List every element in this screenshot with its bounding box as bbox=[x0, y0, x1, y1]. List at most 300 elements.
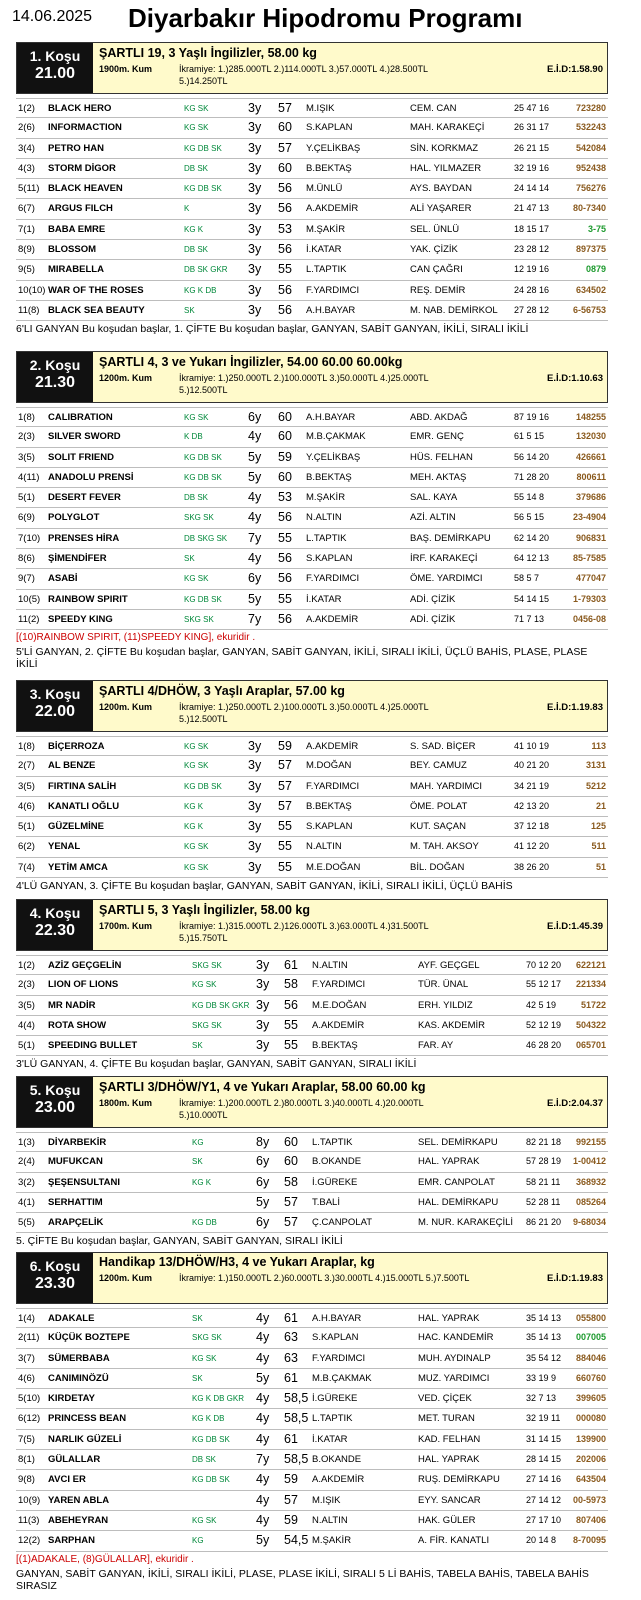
equipment-info: SKG SK bbox=[192, 1333, 222, 1343]
race-number: 4. Koşu bbox=[29, 905, 81, 921]
race-prize: İkramiye: 1.)250.000TL 2.)100.000TL 3.)50.000TL 4.)25.000TL 5.)12.500TL bbox=[179, 373, 429, 395]
equipment-info: KG bbox=[192, 1138, 204, 1147]
runner-row bbox=[16, 220, 608, 240]
horse-name: AZİZ GEÇGELİN bbox=[48, 960, 122, 971]
runner-stats: 42 5 19 bbox=[526, 999, 557, 1010]
horse-name: ROTA SHOW bbox=[48, 1019, 107, 1031]
trainer-name: FAR. AY bbox=[418, 1040, 454, 1052]
runner-row bbox=[16, 468, 608, 488]
runner-stats: 58 21 11 bbox=[526, 1176, 561, 1187]
horse-name: ADAKALE bbox=[48, 1313, 95, 1324]
horse-age: 3y bbox=[248, 101, 262, 115]
runner-stats: 35 54 12 bbox=[526, 1352, 562, 1363]
recent-form: 634502 bbox=[575, 284, 606, 295]
race-number: 5. Koşu bbox=[29, 1082, 81, 1098]
recent-form: 085264 bbox=[575, 1196, 606, 1207]
recent-form: 1-79303 bbox=[572, 593, 606, 604]
runner-row bbox=[16, 1430, 608, 1450]
jockey-name: N.ALTIN bbox=[306, 841, 342, 853]
runner-row bbox=[16, 529, 608, 549]
equipment-info: SKG SK bbox=[184, 614, 214, 624]
runner-stats: 57 28 19 bbox=[526, 1156, 562, 1167]
jockey-name: İ.KATAR bbox=[306, 244, 342, 256]
equipment-info: KG DB SK bbox=[184, 184, 222, 194]
jockey-name: A.AKDEMİR bbox=[306, 741, 359, 752]
horse-name: SARPHAN bbox=[48, 1535, 95, 1547]
runner-number: 4(1) bbox=[18, 1196, 35, 1208]
runner-row bbox=[16, 448, 608, 468]
runner-stats: 52 12 19 bbox=[526, 1019, 562, 1030]
equipment-info: KG DB SK bbox=[192, 1434, 230, 1444]
recent-form: 5212 bbox=[585, 780, 606, 791]
recent-form: 800611 bbox=[576, 471, 606, 482]
jockey-name: M.ÜNLÜ bbox=[306, 183, 343, 195]
runner-number: 3(5) bbox=[18, 999, 35, 1011]
horse-weight: 56 bbox=[278, 242, 292, 257]
horse-weight: 55 bbox=[278, 591, 292, 606]
horse-age: 6y bbox=[256, 1154, 270, 1169]
horse-age: 8y bbox=[256, 1135, 270, 1149]
runner-row bbox=[16, 736, 608, 756]
horse-weight: 63 bbox=[284, 1350, 298, 1365]
race-header bbox=[16, 1252, 608, 1304]
trainer-name: BEY. CAMUZ bbox=[410, 760, 467, 772]
recent-form: 3131 bbox=[585, 760, 606, 771]
runner-stats: 37 12 18 bbox=[514, 821, 550, 832]
runner-number: 5(1) bbox=[18, 821, 35, 833]
horse-name: CALIBRATION bbox=[48, 412, 113, 423]
trainer-name: TÜR. ÜNAL bbox=[418, 979, 469, 991]
runner-row bbox=[16, 1152, 608, 1172]
equipment-info: KG K DB bbox=[192, 1414, 225, 1424]
trainer-name: ERH. YILDIZ bbox=[418, 999, 473, 1011]
horse-name: CANIMINÖZÜ bbox=[48, 1372, 109, 1384]
runner-number: 9(7) bbox=[18, 573, 35, 585]
recent-form: 000080 bbox=[575, 1413, 606, 1424]
horse-name: WAR OF THE ROSES bbox=[48, 284, 144, 296]
horse-age: 3y bbox=[256, 958, 270, 972]
horse-age: 4y bbox=[256, 1350, 270, 1365]
runner-stats: 35 14 13 bbox=[526, 1332, 562, 1343]
horse-age: 3y bbox=[248, 201, 262, 216]
equipment-info: KG K bbox=[192, 1177, 212, 1187]
runner-number: 5(10) bbox=[18, 1393, 41, 1405]
trainer-name: ADİ. ÇİZİK bbox=[410, 613, 456, 625]
horse-name: STORM DİGOR bbox=[48, 162, 116, 174]
runner-number: 11(3) bbox=[18, 1514, 40, 1526]
horse-age: 4y bbox=[248, 510, 262, 525]
runner-row bbox=[16, 199, 608, 219]
equipment-info: KG SK bbox=[184, 104, 209, 113]
recent-form: 399605 bbox=[575, 1393, 606, 1404]
runner-row bbox=[16, 1389, 608, 1409]
stable-note: [(10)RAINBOW SPIRIT, (11)SPEEDY KING], ekuridir . bbox=[16, 632, 256, 644]
recent-form: 055800 bbox=[575, 1313, 606, 1323]
jockey-name: L.TAPTIK bbox=[312, 1413, 353, 1425]
horse-name: DİYARBEKİR bbox=[48, 1137, 107, 1148]
horse-age: 3y bbox=[256, 1017, 270, 1032]
runner-number: 3(4) bbox=[18, 142, 35, 154]
recent-form: 0456-08 bbox=[572, 613, 606, 624]
equipment-info: KG DB SK bbox=[192, 1475, 230, 1485]
runner-number: 1(8) bbox=[18, 412, 35, 423]
race-badge bbox=[17, 1253, 93, 1303]
race-block bbox=[16, 1076, 608, 1247]
jockey-name: İ.KATAR bbox=[312, 1433, 348, 1445]
equipment-info: SK bbox=[192, 1157, 203, 1167]
horse-weight: 57 bbox=[278, 758, 292, 773]
jockey-name: F.YARDIMCI bbox=[312, 979, 366, 991]
equipment-info: KG SK bbox=[184, 123, 209, 133]
race-record: E.İ.D:1.19.83 bbox=[547, 702, 603, 713]
horse-name: BLACK SEA BEAUTY bbox=[48, 304, 145, 316]
horse-age: 4y bbox=[248, 429, 262, 444]
runner-row bbox=[16, 1531, 608, 1551]
jockey-name: Y.ÇELİKBAŞ bbox=[306, 451, 361, 463]
horse-name: NARLIK GÜZELİ bbox=[48, 1433, 122, 1445]
runner-row bbox=[16, 1470, 608, 1490]
recent-form: 884046 bbox=[575, 1352, 606, 1363]
horse-weight: 60 bbox=[278, 120, 292, 135]
trainer-name: HAL. DEMİRKAPU bbox=[418, 1196, 499, 1208]
horse-weight: 59 bbox=[278, 739, 292, 753]
equipment-info: KG SK bbox=[192, 1515, 217, 1525]
horse-age: 4y bbox=[256, 1472, 270, 1487]
trainer-name: M. NUR. KARAKEÇİLİ bbox=[418, 1217, 514, 1229]
runner-row bbox=[16, 1036, 608, 1056]
horse-weight: 55 bbox=[284, 1038, 298, 1053]
runner-stats: 56 5 15 bbox=[514, 512, 545, 523]
race-time: 21.30 bbox=[34, 374, 76, 391]
bet-types-note: 3'LÜ GANYAN, 4. ÇİFTE Bu koşudan başlar, GANYAN, SABİT GANYAN, SIRALI İKİLİ bbox=[16, 1058, 417, 1071]
trainer-name: HAL. YAPRAK bbox=[418, 1156, 480, 1168]
race-conditions: ŞARTLI 4, 3 ve Yukarı İngilizler, 54.00 60.00 60.00kg bbox=[99, 355, 403, 369]
runner-row bbox=[16, 1491, 608, 1511]
equipment-info: SK bbox=[184, 554, 195, 564]
runner-number: 1(2) bbox=[18, 103, 35, 114]
runner-row bbox=[16, 817, 608, 837]
runner-number: 2(3) bbox=[18, 431, 35, 443]
recent-form: 532243 bbox=[575, 122, 606, 133]
runner-stats: 41 10 19 bbox=[514, 741, 550, 751]
horse-weight: 57 bbox=[278, 778, 292, 793]
runner-number: 12(2) bbox=[18, 1535, 41, 1547]
runner-row bbox=[16, 159, 608, 179]
runner-stats: 18 15 17 bbox=[514, 223, 550, 234]
runner-list bbox=[16, 98, 608, 321]
runner-number: 6(9) bbox=[18, 512, 35, 524]
runner-stats: 86 21 20 bbox=[526, 1217, 562, 1228]
horse-age: 3y bbox=[248, 859, 262, 874]
race-time: 22.30 bbox=[34, 922, 76, 939]
horse-weight: 61 bbox=[284, 1311, 298, 1325]
horse-name: MIRABELLA bbox=[48, 264, 104, 276]
runner-number: 2(7) bbox=[18, 760, 35, 772]
runner-stats: 21 47 13 bbox=[514, 203, 550, 214]
recent-form: 9-68034 bbox=[572, 1217, 606, 1228]
runner-stats: 31 14 15 bbox=[526, 1433, 562, 1444]
horse-name: BLACK HEAVEN bbox=[48, 183, 123, 195]
horse-weight: 57 bbox=[284, 1194, 298, 1209]
runner-list bbox=[16, 1132, 608, 1233]
horse-name: SPEEDY KING bbox=[48, 613, 113, 625]
trainer-name: M. NAB. DEMİRKOL bbox=[410, 304, 498, 316]
race-block bbox=[16, 42, 608, 335]
horse-age: 3y bbox=[248, 798, 262, 813]
trainer-name: S. SAD. BİÇER bbox=[410, 741, 476, 752]
horse-name: YAREN ABLA bbox=[48, 1494, 110, 1506]
horse-name: BLOSSOM bbox=[48, 244, 97, 256]
recent-form: 426661 bbox=[575, 451, 606, 462]
horse-name: SÜMERBABA bbox=[48, 1352, 110, 1364]
trainer-name: CAN ÇAĞRI bbox=[410, 264, 463, 276]
runner-number: 2(11) bbox=[18, 1332, 40, 1344]
horse-age: 4y bbox=[256, 1512, 270, 1527]
runner-stats: 62 14 20 bbox=[514, 532, 550, 543]
trainer-name: A. FİR. KANATLI bbox=[418, 1535, 490, 1547]
runner-stats: 27 17 10 bbox=[526, 1514, 562, 1525]
runner-row bbox=[16, 508, 608, 528]
horse-age: 4y bbox=[256, 1411, 270, 1426]
runner-number: 7(10) bbox=[18, 532, 41, 544]
jockey-name: İ.GÜREKE bbox=[312, 1176, 358, 1188]
race-badge bbox=[17, 352, 93, 402]
runner-stats: 56 14 20 bbox=[514, 451, 550, 462]
jockey-name: S.KAPLAN bbox=[312, 1332, 359, 1344]
jockey-name: İ.KATAR bbox=[306, 593, 342, 605]
horse-weight: 63 bbox=[284, 1330, 298, 1345]
runner-number: 8(1) bbox=[18, 1454, 35, 1466]
race-prize: İkramiye: 1.)250.000TL 2.)100.000TL 3.)50.000TL 4.)25.000TL 5.)12.500TL bbox=[179, 702, 429, 724]
horse-weight: 53 bbox=[278, 221, 292, 236]
jockey-name: A.AKDEMİR bbox=[312, 1019, 365, 1031]
race-prize: İkramiye: 1.)315.000TL 2.)126.000TL 3.)63.000TL 4.)31.500TL 5.)15.750TL bbox=[179, 921, 429, 943]
equipment-info: KG SK bbox=[192, 1353, 217, 1363]
trainer-name: HÜS. FELHAN bbox=[410, 451, 473, 463]
equipment-info: K bbox=[184, 204, 190, 214]
runner-number: 5(5) bbox=[18, 1217, 35, 1229]
trainer-name: EMR. GENÇ bbox=[410, 431, 464, 443]
recent-form: 723280 bbox=[575, 103, 606, 113]
bet-types-note: 5'Lİ GANYAN, 2. ÇİFTE Bu koşudan başlar, GANYAN, SABİT GANYAN, İKİLİ, SIRALI İKİLİ, ÜÇLÜ BAHİS, PLASE, PLASE İKİLİ bbox=[16, 646, 588, 671]
equipment-info: KG K DB GKR bbox=[192, 1394, 245, 1404]
race-prize: İkramiye: 1.)285.000TL 2.)114.000TL 3.)57.000TL 4.)28.500TL 5.)14.250TL bbox=[179, 64, 428, 86]
equipment-info: KG K DB bbox=[184, 285, 217, 295]
runner-number: 5(11) bbox=[18, 183, 40, 195]
horse-name: YETİM AMCA bbox=[48, 861, 108, 873]
horse-name: BİÇERROZA bbox=[48, 741, 105, 752]
race-distance: 1900m. Kum bbox=[99, 64, 153, 74]
horse-weight: 58 bbox=[284, 977, 298, 992]
runner-row bbox=[16, 301, 608, 321]
horse-age: 4y bbox=[256, 1431, 270, 1446]
jockey-name: İ.GÜREKE bbox=[312, 1393, 358, 1405]
recent-form: 643504 bbox=[575, 1474, 606, 1485]
runner-number: 2(4) bbox=[18, 1156, 35, 1168]
horse-name: LION OF LIONS bbox=[48, 979, 119, 991]
trainer-name: AYS. BAYDAN bbox=[410, 183, 472, 195]
horse-weight: 56 bbox=[278, 510, 292, 525]
horse-weight: 59 bbox=[284, 1472, 298, 1487]
runner-stats: 54 14 15 bbox=[514, 593, 550, 604]
jockey-name: A.H.BAYAR bbox=[306, 304, 356, 316]
jockey-name: M.B.ÇAKMAK bbox=[306, 431, 366, 443]
horse-age: 7y bbox=[248, 530, 262, 545]
horse-weight: 60 bbox=[278, 410, 292, 424]
race-prize: İkramiye: 1.)150.000TL 2.)60.000TL 3.)30.000TL 4.)15.000TL 5.)7.500TL bbox=[179, 1273, 470, 1283]
equipment-info: KG DB SK bbox=[184, 143, 222, 153]
runner-stats: 33 19 9 bbox=[526, 1372, 557, 1383]
trainer-name: HAK. GÜLER bbox=[418, 1514, 476, 1526]
horse-name: MUFUKCAN bbox=[48, 1156, 103, 1168]
runner-stats: 26 21 15 bbox=[514, 142, 550, 153]
race-block bbox=[16, 351, 608, 670]
horse-name: FIRTINA SALİH bbox=[48, 780, 117, 792]
runner-number: 2(6) bbox=[18, 122, 35, 134]
horse-name: SOLIT FRIEND bbox=[48, 451, 114, 463]
runner-row bbox=[16, 1349, 608, 1369]
trainer-name: MET. TURAN bbox=[418, 1413, 475, 1425]
jockey-name: B.BEKTAŞ bbox=[306, 162, 352, 174]
equipment-info: DB SK bbox=[184, 245, 209, 255]
equipment-info: DB SK bbox=[192, 1455, 217, 1465]
runner-row bbox=[16, 1328, 608, 1348]
jockey-name: M.DOĞAN bbox=[306, 760, 352, 772]
recent-form: 660760 bbox=[575, 1372, 606, 1383]
equipment-info: SKG SK bbox=[192, 961, 222, 970]
equipment-info: DB SK bbox=[184, 163, 209, 173]
recent-form: 0879 bbox=[585, 264, 606, 275]
recent-form: 1-00412 bbox=[572, 1156, 606, 1167]
page-header bbox=[0, 0, 641, 40]
runner-stats: 82 21 18 bbox=[526, 1137, 562, 1147]
trainer-name: MUZ. YARDIMCI bbox=[418, 1372, 490, 1384]
runner-row bbox=[16, 1409, 608, 1429]
runner-number: 6(7) bbox=[18, 203, 35, 215]
jockey-name: A.H.BAYAR bbox=[312, 1313, 362, 1324]
trainer-name: BAŞ. DEMİRKAPU bbox=[410, 532, 491, 544]
race-record: E.İ.D:2.04.37 bbox=[547, 1098, 603, 1109]
horse-age: 3y bbox=[248, 839, 262, 854]
trainer-name: ABD. AKDAĞ bbox=[410, 412, 468, 423]
horse-age: 3y bbox=[248, 778, 262, 793]
jockey-name: M.E.DOĞAN bbox=[306, 861, 361, 873]
runner-number: 1(8) bbox=[18, 741, 35, 752]
runner-number: 1(2) bbox=[18, 960, 35, 971]
runner-number: 11(8) bbox=[18, 304, 40, 316]
runner-number: 10(5) bbox=[18, 593, 41, 605]
runner-stats: 58 5 7 bbox=[514, 573, 540, 584]
horse-name: GÜZELMİNE bbox=[48, 821, 104, 833]
jockey-name: Ç.CANPOLAT bbox=[312, 1217, 373, 1229]
recent-form: 80-7340 bbox=[572, 203, 606, 214]
horse-name: AL BENZE bbox=[48, 760, 96, 772]
recent-form: 756276 bbox=[575, 183, 606, 194]
equipment-info: KG DB bbox=[192, 1218, 217, 1228]
equipment-info: K DB bbox=[184, 432, 203, 442]
horse-age: 4y bbox=[256, 1330, 270, 1345]
horse-weight: 57 bbox=[284, 1215, 298, 1230]
equipment-info: KG K bbox=[184, 224, 204, 234]
recent-form: 622121 bbox=[575, 960, 606, 970]
recent-form: 23-4904 bbox=[572, 512, 606, 523]
horse-weight: 56 bbox=[278, 611, 292, 626]
recent-form: 368932 bbox=[575, 1176, 606, 1187]
runner-number: 4(6) bbox=[18, 800, 35, 812]
horse-age: 6y bbox=[248, 410, 262, 424]
runner-number: 6(2) bbox=[18, 841, 35, 853]
runner-stats: 38 26 20 bbox=[514, 861, 550, 872]
horse-weight: 58,5 bbox=[284, 1452, 309, 1467]
runner-stats: 40 21 20 bbox=[514, 760, 550, 771]
equipment-info: KG SK bbox=[184, 842, 209, 852]
horse-age: 3y bbox=[248, 140, 262, 155]
horse-name: ŞEŞENSULTANI bbox=[48, 1176, 120, 1188]
horse-age: 3y bbox=[256, 977, 270, 992]
trainer-name: RUŞ. DEMİRKAPU bbox=[418, 1474, 500, 1486]
race-badge bbox=[17, 681, 93, 731]
trainer-name: SİN. KORKMAZ bbox=[410, 142, 479, 154]
equipment-info: KG K bbox=[184, 822, 204, 832]
horse-age: 3y bbox=[248, 120, 262, 135]
equipment-info: KG SK bbox=[192, 980, 217, 990]
jockey-name: B.OKANDE bbox=[312, 1454, 362, 1466]
equipment-info: KG SK bbox=[184, 574, 209, 584]
horse-weight: 57 bbox=[278, 101, 292, 115]
equipment-info: KG SK bbox=[184, 742, 209, 751]
page-title: Diyarbakır Hipodromu Programı bbox=[128, 3, 523, 33]
runner-row bbox=[16, 1016, 608, 1036]
race-conditions: ŞARTLI 4/DHÖW, 3 Yaşlı Araplar, 57.00 kg bbox=[99, 684, 345, 698]
horse-name: AVCI ER bbox=[48, 1474, 86, 1486]
equipment-info: KG DB SK bbox=[184, 452, 222, 462]
jockey-name: F.YARDIMCI bbox=[306, 573, 360, 585]
runner-row bbox=[16, 756, 608, 776]
runner-stats: 61 5 15 bbox=[514, 431, 545, 442]
runner-number: 1(4) bbox=[18, 1313, 35, 1324]
race-distance: 1200m. Kum bbox=[99, 702, 153, 712]
trainer-name: YAK. ÇİZİK bbox=[410, 244, 458, 256]
horse-name: BABA EMRE bbox=[48, 223, 106, 235]
trainer-name: AZİ. ALTIN bbox=[410, 512, 456, 524]
trainer-name: SAL. KAYA bbox=[410, 492, 458, 504]
runner-row bbox=[16, 569, 608, 589]
bet-types-note: GANYAN, SABİT GANYAN, İKİLİ, SIRALI İKİLİ, PLASE, PLASE İKİLİ, SIRALI 5 Lİ BAHİS, TABELA BAHİS, TABELA BAHİS SIRASIZ bbox=[16, 1567, 589, 1592]
race-block bbox=[16, 1252, 608, 1592]
program-date: 14.06.2025 bbox=[12, 8, 93, 25]
jockey-name: F.YARDIMCI bbox=[306, 284, 360, 296]
runner-number: 3(2) bbox=[18, 1176, 35, 1188]
horse-weight: 61 bbox=[284, 958, 298, 972]
runner-row bbox=[16, 777, 608, 797]
race-time: 23.00 bbox=[34, 1099, 76, 1116]
horse-age: 4y bbox=[256, 1492, 270, 1507]
runner-row bbox=[16, 179, 608, 199]
runner-number: 4(4) bbox=[18, 1019, 35, 1031]
horse-name: KÜÇÜK BOZTEPE bbox=[48, 1332, 130, 1344]
recent-form: 202006 bbox=[575, 1454, 606, 1465]
race-conditions: Handikap 13/DHÖW/H3, 4 ve Yukarı Araplar, kg bbox=[99, 1255, 375, 1269]
recent-form: 00-5973 bbox=[572, 1494, 606, 1505]
horse-age: 4y bbox=[256, 1311, 270, 1325]
recent-form: 139900 bbox=[575, 1433, 606, 1444]
equipment-info: KG SK bbox=[184, 761, 209, 771]
horse-age: 4y bbox=[248, 551, 262, 566]
horse-weight: 55 bbox=[278, 530, 292, 545]
jockey-name: N.ALTIN bbox=[312, 960, 348, 971]
runner-stats: 28 14 15 bbox=[526, 1454, 562, 1465]
horse-weight: 58,5 bbox=[284, 1411, 309, 1426]
